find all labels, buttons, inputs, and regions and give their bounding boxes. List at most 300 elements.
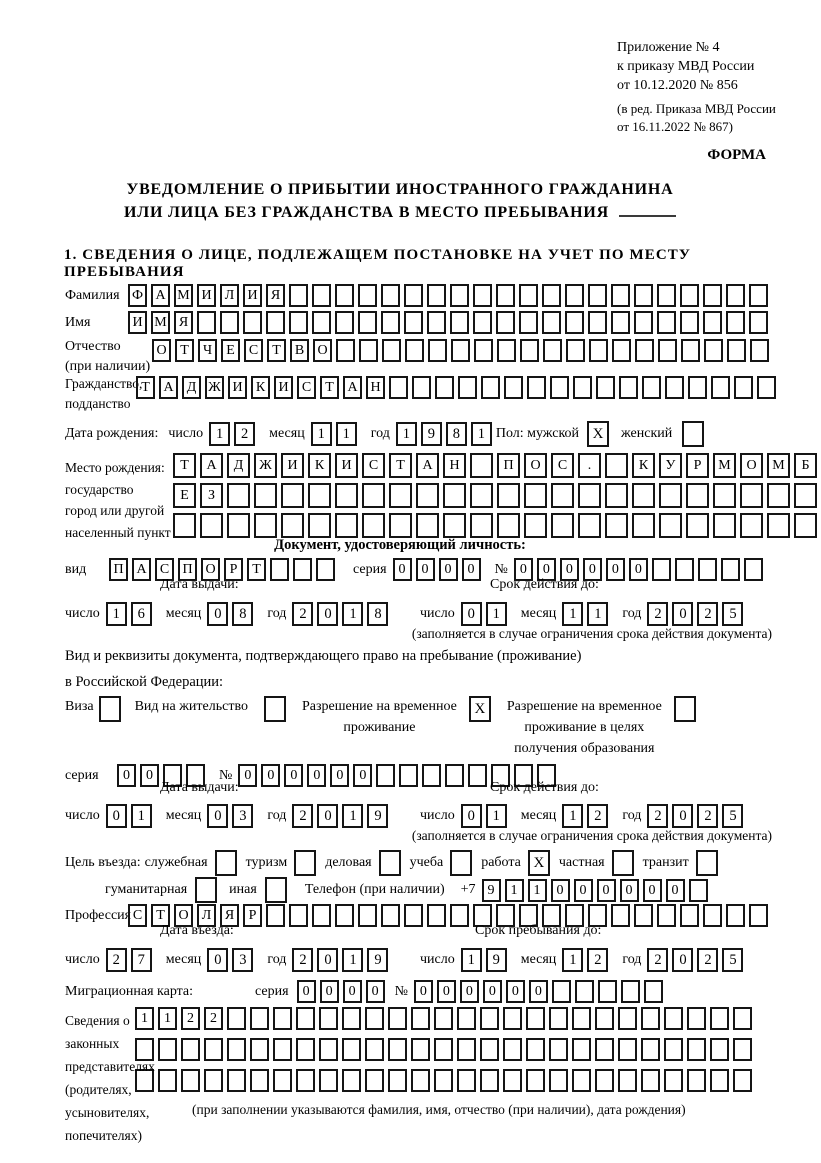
char-cell[interactable]: 8 bbox=[232, 602, 253, 626]
char-cell[interactable] bbox=[664, 1038, 683, 1061]
char-cell[interactable] bbox=[227, 483, 250, 508]
birth-day-cells[interactable] bbox=[209, 422, 259, 446]
char-cell[interactable] bbox=[689, 879, 708, 902]
char-cell[interactable] bbox=[381, 284, 400, 307]
char-cell[interactable]: М bbox=[767, 453, 790, 478]
char-cell[interactable]: 1 bbox=[135, 1007, 154, 1030]
char-cell[interactable]: 0 bbox=[462, 558, 481, 581]
patronymic-cells[interactable] bbox=[152, 339, 773, 362]
char-cell[interactable]: 1 bbox=[486, 602, 507, 626]
char-cell[interactable]: 0 bbox=[238, 764, 257, 787]
char-cell[interactable] bbox=[200, 513, 223, 538]
sex-female-checkbox[interactable] bbox=[682, 421, 704, 447]
char-cell[interactable] bbox=[480, 1038, 499, 1061]
char-cell[interactable]: 0 bbox=[353, 764, 372, 787]
char-cell[interactable] bbox=[273, 1069, 292, 1092]
residence-valid-day-cells[interactable] bbox=[461, 804, 511, 828]
char-cell[interactable] bbox=[335, 284, 354, 307]
char-cell[interactable] bbox=[434, 1038, 453, 1061]
char-cell[interactable] bbox=[686, 483, 709, 508]
char-cell[interactable]: 0 bbox=[106, 804, 127, 828]
char-cell[interactable]: 0 bbox=[317, 804, 338, 828]
char-cell[interactable] bbox=[605, 513, 628, 538]
char-cell[interactable] bbox=[698, 558, 717, 581]
char-cell[interactable]: 3 bbox=[232, 804, 253, 828]
char-cell[interactable]: О bbox=[740, 453, 763, 478]
char-cell[interactable] bbox=[519, 311, 538, 334]
char-cell[interactable] bbox=[504, 376, 523, 399]
char-cell[interactable]: Н bbox=[443, 453, 466, 478]
char-cell[interactable]: Е bbox=[173, 483, 196, 508]
char-cell[interactable]: И bbox=[281, 453, 304, 478]
char-cell[interactable] bbox=[273, 1007, 292, 1030]
char-cell[interactable] bbox=[250, 1038, 269, 1061]
char-cell[interactable] bbox=[733, 1038, 752, 1061]
char-cell[interactable]: 1 bbox=[311, 422, 332, 446]
char-cell[interactable] bbox=[474, 339, 493, 362]
char-cell[interactable] bbox=[227, 1069, 246, 1092]
residence-issue-year-cells[interactable] bbox=[292, 804, 392, 828]
char-cell[interactable] bbox=[181, 1038, 200, 1061]
char-cell[interactable]: 0 bbox=[207, 602, 228, 626]
char-cell[interactable] bbox=[641, 1038, 660, 1061]
char-cell[interactable] bbox=[358, 311, 377, 334]
char-cell[interactable]: 5 bbox=[722, 804, 743, 828]
char-cell[interactable] bbox=[642, 376, 661, 399]
char-cell[interactable]: 0 bbox=[284, 764, 303, 787]
char-cell[interactable] bbox=[680, 284, 699, 307]
residence-permit-checkbox[interactable] bbox=[264, 696, 286, 722]
char-cell[interactable] bbox=[611, 904, 630, 927]
char-cell[interactable]: С bbox=[362, 453, 385, 478]
char-cell[interactable] bbox=[181, 1069, 200, 1092]
char-cell[interactable] bbox=[664, 1069, 683, 1092]
doc-valid-day-cells[interactable] bbox=[461, 602, 511, 626]
char-cell[interactable] bbox=[675, 558, 694, 581]
char-cell[interactable] bbox=[399, 764, 418, 787]
char-cell[interactable]: О bbox=[152, 339, 171, 362]
char-cell[interactable] bbox=[358, 904, 377, 927]
char-cell[interactable] bbox=[250, 1069, 269, 1092]
char-cell[interactable] bbox=[273, 1038, 292, 1061]
char-cell[interactable] bbox=[458, 376, 477, 399]
char-cell[interactable]: 2 bbox=[587, 948, 608, 972]
char-cell[interactable]: 0 bbox=[629, 558, 648, 581]
char-cell[interactable] bbox=[659, 513, 682, 538]
char-cell[interactable] bbox=[451, 339, 470, 362]
char-cell[interactable] bbox=[319, 1038, 338, 1061]
migration-seria-cells[interactable] bbox=[297, 980, 389, 1003]
char-cell[interactable]: 1 bbox=[209, 422, 230, 446]
char-cell[interactable]: О bbox=[201, 558, 220, 581]
char-cell[interactable] bbox=[527, 376, 546, 399]
char-cell[interactable] bbox=[335, 311, 354, 334]
residence-issue-month-cells[interactable] bbox=[207, 804, 257, 828]
doc-seria-cells[interactable] bbox=[393, 558, 485, 581]
char-cell[interactable] bbox=[687, 1069, 706, 1092]
char-cell[interactable] bbox=[411, 1069, 430, 1092]
temp-residence-checkbox[interactable]: X bbox=[469, 696, 491, 722]
name-cells[interactable] bbox=[128, 311, 772, 334]
char-cell[interactable]: 8 bbox=[446, 422, 467, 446]
char-cell[interactable]: 0 bbox=[439, 558, 458, 581]
char-cell[interactable]: С bbox=[551, 453, 574, 478]
char-cell[interactable]: 0 bbox=[506, 980, 525, 1003]
char-cell[interactable]: 0 bbox=[307, 764, 326, 787]
char-cell[interactable] bbox=[575, 980, 594, 1003]
char-cell[interactable] bbox=[457, 1069, 476, 1092]
char-cell[interactable]: 0 bbox=[207, 948, 228, 972]
migration-number-cells[interactable] bbox=[414, 980, 667, 1003]
citizenship-cells[interactable] bbox=[136, 376, 780, 399]
char-cell[interactable] bbox=[578, 483, 601, 508]
char-cell[interactable] bbox=[388, 1038, 407, 1061]
char-cell[interactable] bbox=[227, 1038, 246, 1061]
birth-year-cells[interactable] bbox=[396, 422, 496, 446]
arrival-month-cells[interactable] bbox=[207, 948, 257, 972]
char-cell[interactable]: 0 bbox=[537, 558, 556, 581]
char-cell[interactable] bbox=[416, 483, 439, 508]
char-cell[interactable] bbox=[595, 1007, 614, 1030]
char-cell[interactable] bbox=[657, 311, 676, 334]
char-cell[interactable]: А bbox=[200, 453, 223, 478]
char-cell[interactable] bbox=[572, 1007, 591, 1030]
char-cell[interactable] bbox=[365, 1069, 384, 1092]
char-cell[interactable]: А bbox=[132, 558, 151, 581]
char-cell[interactable] bbox=[404, 311, 423, 334]
char-cell[interactable] bbox=[389, 513, 412, 538]
char-cell[interactable] bbox=[680, 904, 699, 927]
char-cell[interactable] bbox=[703, 311, 722, 334]
char-cell[interactable] bbox=[266, 904, 285, 927]
char-cell[interactable] bbox=[481, 376, 500, 399]
char-cell[interactable]: Т bbox=[151, 904, 170, 927]
char-cell[interactable] bbox=[411, 1038, 430, 1061]
char-cell[interactable] bbox=[412, 376, 431, 399]
char-cell[interactable]: Т bbox=[267, 339, 286, 362]
char-cell[interactable]: 0 bbox=[330, 764, 349, 787]
stay-day-cells[interactable] bbox=[461, 948, 511, 972]
char-cell[interactable]: 5 bbox=[722, 948, 743, 972]
char-cell[interactable]: 0 bbox=[297, 980, 316, 1003]
char-cell[interactable] bbox=[308, 483, 331, 508]
char-cell[interactable]: 0 bbox=[606, 558, 625, 581]
char-cell[interactable] bbox=[744, 558, 763, 581]
char-cell[interactable]: 0 bbox=[366, 980, 385, 1003]
purpose-commercial-checkbox[interactable] bbox=[379, 850, 401, 876]
char-cell[interactable]: 0 bbox=[437, 980, 456, 1003]
char-cell[interactable]: У bbox=[659, 453, 682, 478]
char-cell[interactable] bbox=[450, 284, 469, 307]
char-cell[interactable] bbox=[634, 904, 653, 927]
char-cell[interactable]: А bbox=[151, 284, 170, 307]
char-cell[interactable] bbox=[526, 1007, 545, 1030]
purpose-other-checkbox[interactable] bbox=[265, 877, 287, 903]
char-cell[interactable]: С bbox=[244, 339, 263, 362]
char-cell[interactable]: К bbox=[308, 453, 331, 478]
char-cell[interactable] bbox=[634, 311, 653, 334]
char-cell[interactable] bbox=[319, 1007, 338, 1030]
char-cell[interactable]: 1 bbox=[486, 804, 507, 828]
char-cell[interactable] bbox=[135, 1038, 154, 1061]
char-cell[interactable]: И bbox=[243, 284, 262, 307]
char-cell[interactable] bbox=[573, 376, 592, 399]
char-cell[interactable] bbox=[634, 284, 653, 307]
char-cell[interactable]: Т bbox=[247, 558, 266, 581]
char-cell[interactable] bbox=[296, 1069, 315, 1092]
char-cell[interactable]: М bbox=[174, 284, 193, 307]
char-cell[interactable]: 0 bbox=[414, 980, 433, 1003]
char-cell[interactable] bbox=[404, 904, 423, 927]
char-cell[interactable] bbox=[549, 1007, 568, 1030]
char-cell[interactable] bbox=[598, 980, 617, 1003]
char-cell[interactable] bbox=[526, 1069, 545, 1092]
char-cell[interactable]: 0 bbox=[551, 879, 570, 902]
char-cell[interactable] bbox=[336, 339, 355, 362]
char-cell[interactable] bbox=[572, 1069, 591, 1092]
char-cell[interactable] bbox=[641, 1069, 660, 1092]
char-cell[interactable] bbox=[468, 764, 487, 787]
char-cell[interactable] bbox=[381, 904, 400, 927]
char-cell[interactable] bbox=[289, 311, 308, 334]
char-cell[interactable] bbox=[618, 1038, 637, 1061]
char-cell[interactable] bbox=[335, 513, 358, 538]
char-cell[interactable]: В bbox=[290, 339, 309, 362]
char-cell[interactable] bbox=[316, 558, 335, 581]
char-cell[interactable] bbox=[612, 339, 631, 362]
char-cell[interactable]: Д bbox=[227, 453, 250, 478]
char-cell[interactable]: 1 bbox=[471, 422, 492, 446]
char-cell[interactable]: Р bbox=[686, 453, 709, 478]
temp-residence-education-checkbox[interactable] bbox=[674, 696, 696, 722]
doc-valid-month-cells[interactable] bbox=[562, 602, 612, 626]
purpose-private-checkbox[interactable] bbox=[612, 850, 634, 876]
char-cell[interactable] bbox=[733, 1007, 752, 1030]
char-cell[interactable]: Ч bbox=[198, 339, 217, 362]
char-cell[interactable] bbox=[365, 1038, 384, 1061]
char-cell[interactable]: 0 bbox=[320, 980, 339, 1003]
char-cell[interactable] bbox=[726, 311, 745, 334]
char-cell[interactable]: 1 bbox=[587, 602, 608, 626]
char-cell[interactable] bbox=[542, 311, 561, 334]
char-cell[interactable]: П bbox=[178, 558, 197, 581]
char-cell[interactable] bbox=[641, 1007, 660, 1030]
char-cell[interactable]: Е bbox=[221, 339, 240, 362]
doc-valid-year-cells[interactable] bbox=[647, 602, 747, 626]
char-cell[interactable] bbox=[443, 513, 466, 538]
char-cell[interactable] bbox=[227, 1007, 246, 1030]
char-cell[interactable] bbox=[652, 558, 671, 581]
char-cell[interactable] bbox=[342, 1069, 361, 1092]
char-cell[interactable]: 2 bbox=[697, 948, 718, 972]
char-cell[interactable] bbox=[589, 339, 608, 362]
char-cell[interactable]: 0 bbox=[560, 558, 579, 581]
char-cell[interactable] bbox=[713, 483, 736, 508]
char-cell[interactable] bbox=[550, 376, 569, 399]
char-cell[interactable]: 2 bbox=[292, 948, 313, 972]
char-cell[interactable] bbox=[794, 483, 817, 508]
char-cell[interactable] bbox=[657, 904, 676, 927]
char-cell[interactable] bbox=[362, 513, 385, 538]
char-cell[interactable]: 2 bbox=[204, 1007, 223, 1030]
char-cell[interactable]: 2 bbox=[106, 948, 127, 972]
char-cell[interactable]: А bbox=[343, 376, 362, 399]
char-cell[interactable] bbox=[411, 1007, 430, 1030]
char-cell[interactable] bbox=[289, 904, 308, 927]
char-cell[interactable]: Т bbox=[136, 376, 155, 399]
char-cell[interactable]: И bbox=[197, 284, 216, 307]
char-cell[interactable] bbox=[621, 980, 640, 1003]
char-cell[interactable] bbox=[220, 311, 239, 334]
char-cell[interactable]: И bbox=[228, 376, 247, 399]
char-cell[interactable] bbox=[543, 339, 562, 362]
char-cell[interactable]: 0 bbox=[672, 602, 693, 626]
char-cell[interactable]: Я bbox=[174, 311, 193, 334]
char-cell[interactable]: 1 bbox=[505, 879, 524, 902]
char-cell[interactable] bbox=[519, 284, 538, 307]
char-cell[interactable] bbox=[565, 284, 584, 307]
char-cell[interactable]: Я bbox=[266, 284, 285, 307]
char-cell[interactable] bbox=[388, 1007, 407, 1030]
char-cell[interactable] bbox=[457, 1007, 476, 1030]
char-cell[interactable] bbox=[549, 1069, 568, 1092]
char-cell[interactable]: 0 bbox=[643, 879, 662, 902]
char-cell[interactable]: 1 bbox=[106, 602, 127, 626]
char-cell[interactable] bbox=[749, 284, 768, 307]
char-cell[interactable] bbox=[710, 1038, 729, 1061]
char-cell[interactable] bbox=[496, 284, 515, 307]
char-cell[interactable] bbox=[665, 376, 684, 399]
char-cell[interactable] bbox=[389, 376, 408, 399]
char-cell[interactable] bbox=[703, 284, 722, 307]
char-cell[interactable]: 5 bbox=[722, 602, 743, 626]
char-cell[interactable]: 1 bbox=[562, 804, 583, 828]
char-cell[interactable] bbox=[566, 339, 585, 362]
char-cell[interactable] bbox=[312, 311, 331, 334]
char-cell[interactable]: 0 bbox=[666, 879, 685, 902]
char-cell[interactable] bbox=[443, 483, 466, 508]
char-cell[interactable] bbox=[270, 558, 289, 581]
char-cell[interactable]: 1 bbox=[342, 804, 363, 828]
char-cell[interactable] bbox=[254, 483, 277, 508]
char-cell[interactable] bbox=[381, 311, 400, 334]
char-cell[interactable] bbox=[359, 339, 378, 362]
char-cell[interactable]: Н bbox=[366, 376, 385, 399]
char-cell[interactable]: 1 bbox=[396, 422, 417, 446]
char-cell[interactable]: 0 bbox=[483, 980, 502, 1003]
char-cell[interactable] bbox=[687, 1038, 706, 1061]
char-cell[interactable] bbox=[520, 339, 539, 362]
char-cell[interactable]: П bbox=[109, 558, 128, 581]
char-cell[interactable]: 9 bbox=[367, 804, 388, 828]
char-cell[interactable] bbox=[644, 980, 663, 1003]
char-cell[interactable]: М bbox=[713, 453, 736, 478]
char-cell[interactable] bbox=[710, 1007, 729, 1030]
char-cell[interactable]: 9 bbox=[482, 879, 501, 902]
char-cell[interactable] bbox=[281, 513, 304, 538]
char-cell[interactable] bbox=[308, 513, 331, 538]
char-cell[interactable]: 0 bbox=[597, 879, 616, 902]
char-cell[interactable] bbox=[293, 558, 312, 581]
doc-issue-year-cells[interactable] bbox=[292, 602, 392, 626]
char-cell[interactable] bbox=[680, 311, 699, 334]
char-cell[interactable] bbox=[619, 376, 638, 399]
char-cell[interactable]: 1 bbox=[131, 804, 152, 828]
char-cell[interactable] bbox=[503, 1069, 522, 1092]
char-cell[interactable]: 0 bbox=[261, 764, 280, 787]
char-cell[interactable] bbox=[422, 764, 441, 787]
char-cell[interactable] bbox=[388, 1069, 407, 1092]
char-cell[interactable] bbox=[382, 339, 401, 362]
char-cell[interactable] bbox=[767, 483, 790, 508]
char-cell[interactable]: С bbox=[297, 376, 316, 399]
char-cell[interactable] bbox=[342, 1007, 361, 1030]
char-cell[interactable] bbox=[595, 1069, 614, 1092]
char-cell[interactable]: 0 bbox=[583, 558, 602, 581]
arrival-day-cells[interactable] bbox=[106, 948, 156, 972]
char-cell[interactable]: И bbox=[274, 376, 293, 399]
char-cell[interactable] bbox=[713, 513, 736, 538]
char-cell[interactable] bbox=[473, 311, 492, 334]
char-cell[interactable]: Т bbox=[389, 453, 412, 478]
residence-issue-day-cells[interactable] bbox=[106, 804, 156, 828]
char-cell[interactable] bbox=[711, 376, 730, 399]
char-cell[interactable] bbox=[611, 311, 630, 334]
char-cell[interactable]: Л bbox=[220, 284, 239, 307]
char-cell[interactable]: 0 bbox=[461, 804, 482, 828]
char-cell[interactable] bbox=[497, 513, 520, 538]
purpose-business-checkbox[interactable] bbox=[215, 850, 237, 876]
char-cell[interactable] bbox=[659, 483, 682, 508]
sex-male-checkbox[interactable]: X bbox=[587, 421, 609, 447]
char-cell[interactable]: Ф bbox=[128, 284, 147, 307]
char-cell[interactable] bbox=[688, 376, 707, 399]
char-cell[interactable] bbox=[757, 376, 776, 399]
doc-issue-day-cells[interactable] bbox=[106, 602, 156, 626]
char-cell[interactable] bbox=[740, 483, 763, 508]
char-cell[interactable] bbox=[435, 376, 454, 399]
char-cell[interactable] bbox=[794, 513, 817, 538]
char-cell[interactable]: 0 bbox=[620, 879, 639, 902]
char-cell[interactable] bbox=[158, 1038, 177, 1061]
char-cell[interactable] bbox=[664, 1007, 683, 1030]
char-cell[interactable] bbox=[480, 1069, 499, 1092]
char-cell[interactable]: С bbox=[155, 558, 174, 581]
char-cell[interactable] bbox=[726, 904, 745, 927]
char-cell[interactable] bbox=[605, 453, 628, 478]
char-cell[interactable] bbox=[470, 483, 493, 508]
char-cell[interactable] bbox=[635, 339, 654, 362]
char-cell[interactable] bbox=[595, 1038, 614, 1061]
char-cell[interactable] bbox=[749, 311, 768, 334]
char-cell[interactable] bbox=[657, 284, 676, 307]
char-cell[interactable] bbox=[250, 1007, 269, 1030]
char-cell[interactable] bbox=[427, 284, 446, 307]
char-cell[interactable] bbox=[578, 513, 601, 538]
char-cell[interactable]: Т bbox=[175, 339, 194, 362]
char-cell[interactable] bbox=[552, 980, 571, 1003]
char-cell[interactable] bbox=[434, 1069, 453, 1092]
char-cell[interactable] bbox=[618, 1069, 637, 1092]
char-cell[interactable] bbox=[721, 558, 740, 581]
char-cell[interactable]: 0 bbox=[461, 602, 482, 626]
char-cell[interactable] bbox=[470, 453, 493, 478]
birth-month-cells[interactable] bbox=[311, 422, 361, 446]
char-cell[interactable]: 9 bbox=[367, 948, 388, 972]
char-cell[interactable] bbox=[470, 513, 493, 538]
char-cell[interactable] bbox=[296, 1038, 315, 1061]
char-cell[interactable] bbox=[445, 764, 464, 787]
